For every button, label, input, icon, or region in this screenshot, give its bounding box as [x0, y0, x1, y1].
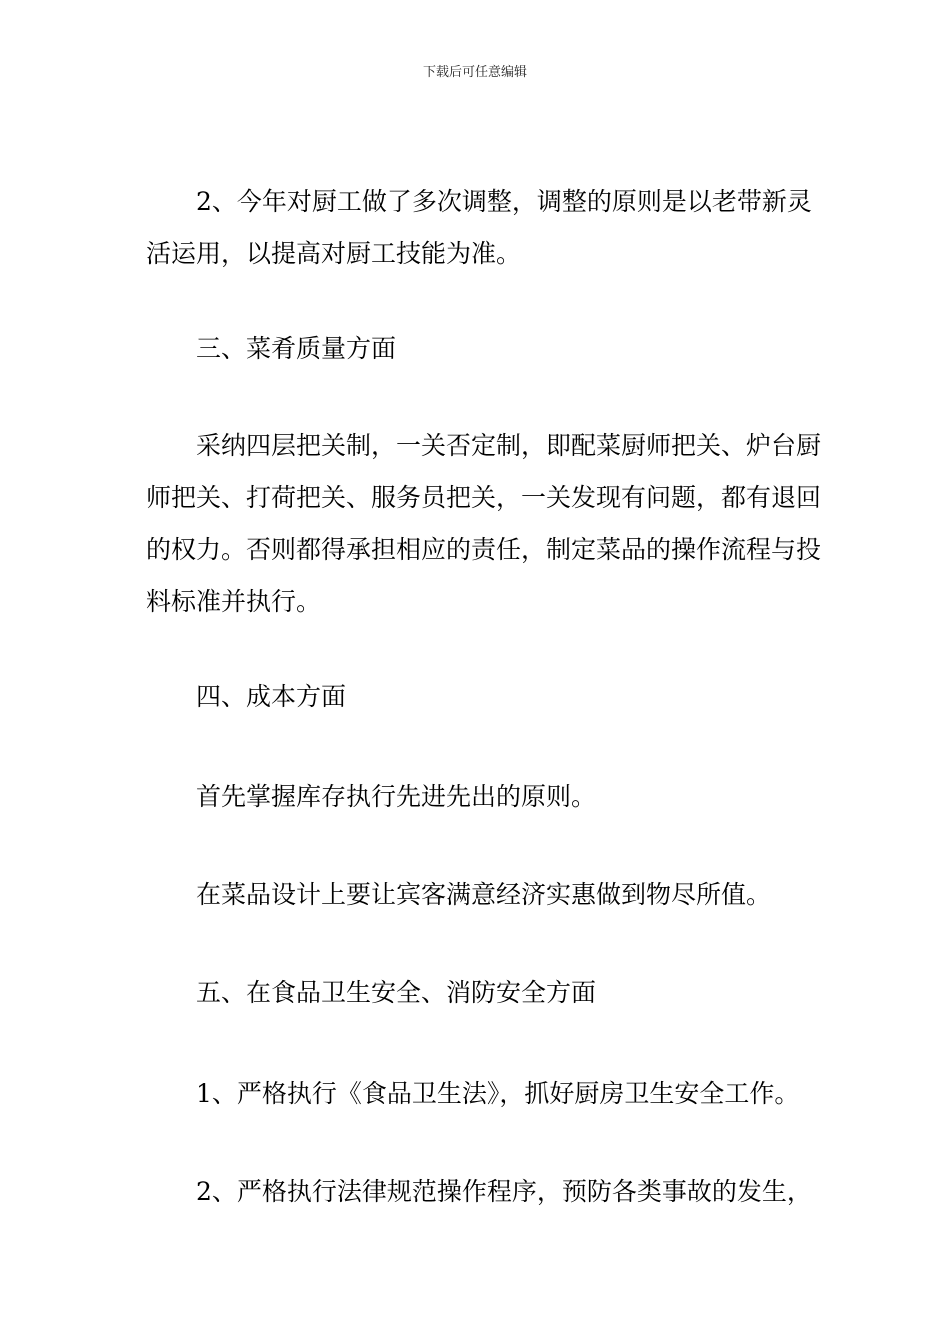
paragraph-dish-design: 在菜品设计上要让宾客满意经济实惠做到物尽所值。	[196, 880, 772, 909]
paragraph-inventory-fifo: 首先掌握库存执行先进先出的原则。	[196, 782, 597, 811]
paragraph-food-hygiene-law: 1、严格执行《食品卫生法》，抓好厨房卫生安全工作。	[196, 1079, 800, 1108]
paragraph-kitchen-staff-adjustment: 2、今年对厨工做了多次调整，调整的原则是以老带新灵活运用，以提高对厨工技能为准。	[146, 187, 812, 268]
page-header: 下载后可任意编辑	[422, 65, 527, 80]
paragraph-operating-procedures: 2、严格执行法律规范操作程序，预防各类事故的发生，	[196, 1177, 812, 1206]
section-heading-dish-quality: 三、菜肴质量方面	[196, 334, 397, 363]
section-heading-cost: 四、成本方面	[196, 682, 347, 711]
paragraph-four-level-check: 采纳四层把关制，一关否定制，即配菜厨师把关、炉台厨师把关、打荷把关、服务员把关，一关发现有问题，都有退回的权力。否则都得承担相应的责任，制定菜品的操作流程与投料标准并执行。	[146, 431, 822, 616]
section-heading-food-fire-safety: 五、在食品卫生安全、消防安全方面	[196, 978, 597, 1007]
